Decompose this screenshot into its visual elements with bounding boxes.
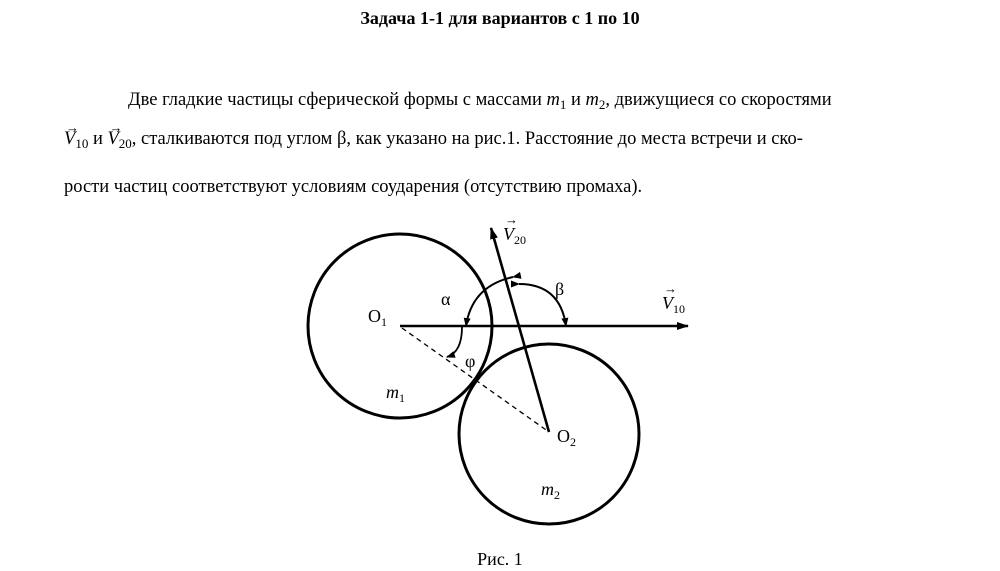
vector-symbol: V: [64, 129, 76, 149]
subscript: 10: [75, 136, 89, 151]
vector-arrow-icon: →: [109, 120, 123, 135]
centers-dashed-line: [402, 328, 549, 432]
problem-title: Задача 1-1 для вариантов с 1 по 10: [360, 8, 640, 28]
figure-caption: Рис. 1: [477, 549, 523, 569]
subscript: 1: [559, 97, 567, 112]
center-o2-label: $O_2$: [557, 426, 576, 449]
text-fragment: и: [88, 129, 108, 149]
angle-phi-arc: [447, 327, 462, 357]
v20-label: $V_{20}$: [503, 224, 526, 247]
vector-symbol: V: [107, 129, 119, 149]
center-o1-label: $O_1$: [368, 306, 387, 329]
text-fragment: Две гладкие частицы сферической формы с массами: [128, 90, 547, 110]
mass-symbol: m: [585, 90, 599, 110]
v20-arrow-glyph: →: [505, 212, 518, 227]
text-fragment: , сталкиваются под углом β, как указано на рис.1. Расстояние до места встречи и ско-: [131, 129, 803, 149]
angle-alpha-label: α: [441, 289, 451, 309]
v10-label: $V_{10}$: [662, 293, 685, 316]
angle-phi-label: φ: [465, 351, 476, 371]
subscript: 2: [598, 97, 606, 112]
vector-arrow-icon: →: [66, 120, 79, 135]
text-fragment: и: [566, 90, 586, 110]
mass-m1-label: $m_1$: [386, 382, 405, 405]
mass-m2-label: $m_2$: [541, 479, 560, 502]
angle-beta-label: β: [555, 279, 565, 299]
subscript: 20: [118, 136, 132, 151]
paragraph-line-3: рости частиц соответствуют условиям соударения (отсутствию промаха).: [64, 177, 643, 197]
velocity-v20-arrow: [491, 228, 549, 432]
text-fragment: , движущиеся со скоростями: [605, 90, 832, 110]
v10-arrow-glyph: →: [664, 281, 677, 296]
mass-symbol: m: [546, 90, 560, 110]
